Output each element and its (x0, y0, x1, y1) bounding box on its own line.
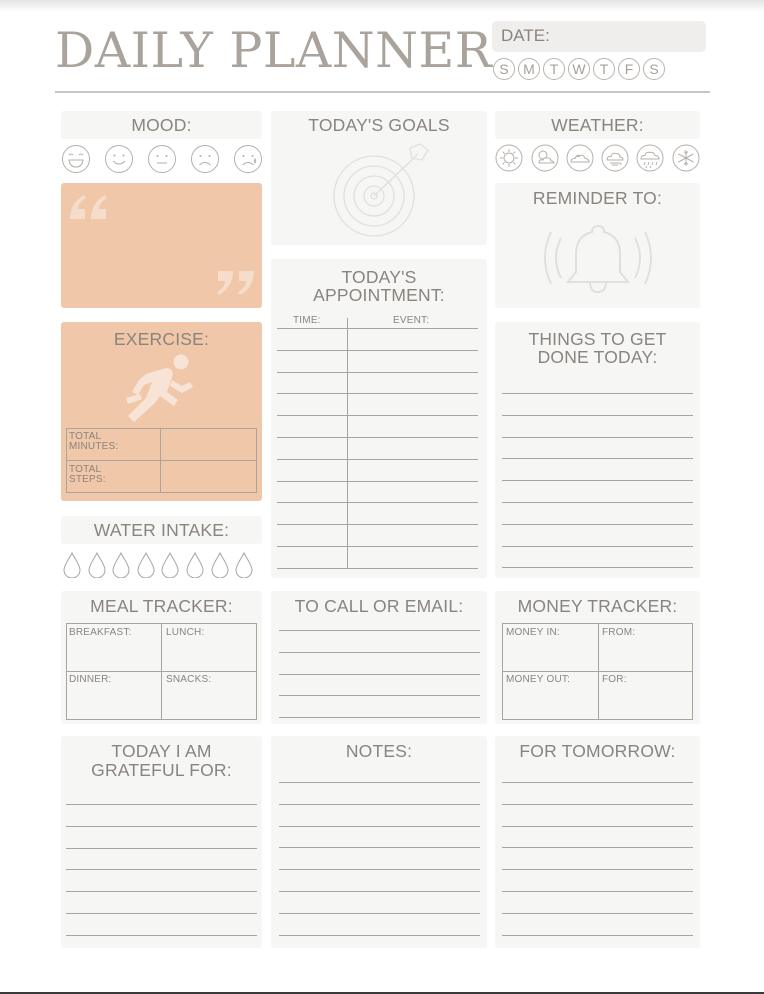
cloudy-icon[interactable] (566, 144, 594, 172)
water-drop-icon[interactable] (211, 552, 229, 578)
water-drop-icon[interactable] (88, 552, 106, 578)
appointment-row-line[interactable] (277, 372, 478, 373)
time-column-header: TIME: (293, 315, 321, 326)
grateful-line[interactable] (66, 848, 257, 849)
grateful-line[interactable] (66, 913, 257, 914)
notes-line[interactable] (279, 935, 480, 936)
notes-line[interactable] (279, 782, 480, 783)
quote-card[interactable] (61, 183, 262, 308)
appointment-row-line[interactable] (277, 415, 478, 416)
call-line[interactable] (279, 674, 480, 675)
day-monday[interactable]: M (518, 58, 540, 80)
target-icon (330, 140, 430, 240)
appointment-row-line[interactable] (277, 328, 478, 329)
things-line[interactable] (502, 458, 693, 459)
total-minutes-label (69, 432, 118, 452)
appointment-row-line[interactable] (277, 437, 478, 438)
snowflake-icon[interactable] (672, 144, 700, 172)
tomorrow-line[interactable] (502, 935, 693, 936)
appointment-row-line[interactable] (277, 546, 478, 547)
water-drop-icon[interactable] (235, 552, 253, 578)
page-title: DAILY PLANNER (55, 22, 493, 79)
day-sunday[interactable]: S (493, 58, 515, 80)
grateful-line[interactable] (66, 869, 257, 870)
tomorrow-card (495, 736, 700, 948)
notes-line[interactable] (279, 891, 480, 892)
notes-card (271, 736, 487, 948)
things-line[interactable] (502, 480, 693, 481)
bell-icon (543, 218, 653, 302)
grateful-line[interactable] (66, 826, 257, 827)
goals-title: TODAY'S GOALS (308, 115, 450, 135)
things-line[interactable] (502, 415, 693, 416)
header-divider (55, 91, 710, 93)
close-quote-icon (213, 267, 257, 299)
things-line[interactable] (502, 437, 693, 438)
money-title: MONEY TRACKER: (517, 596, 678, 616)
appointment-row-line[interactable] (277, 524, 478, 525)
partly-cloudy-icon[interactable] (531, 144, 559, 172)
appointment-title-line2: APPOINTMENT: (313, 285, 445, 305)
neutral-face-icon[interactable] (147, 144, 177, 174)
appointment-row-line[interactable] (277, 481, 478, 482)
breakfast-label: BREAKFAST: (69, 627, 132, 638)
tomorrow-title: FOR TOMORROW: (519, 741, 676, 761)
day-thursday[interactable]: T (593, 58, 615, 80)
things-line[interactable] (502, 393, 693, 394)
things-line[interactable] (502, 502, 693, 503)
grateful-line[interactable] (66, 891, 257, 892)
windy-icon[interactable] (601, 144, 629, 172)
appointment-row-line[interactable] (277, 502, 478, 503)
money-out-label: MONEY OUT: (506, 674, 571, 685)
meal-table-row-divider (66, 671, 257, 672)
crying-face-icon[interactable] (233, 144, 263, 174)
tomorrow-line[interactable] (502, 891, 693, 892)
reminder-title: REMINDER TO: (532, 188, 663, 208)
tomorrow-line[interactable] (502, 869, 693, 870)
total-steps-line2: STEPS: (69, 474, 106, 485)
things-line[interactable] (502, 567, 693, 568)
appointment-row-line[interactable] (277, 350, 478, 351)
notes-line[interactable] (279, 826, 480, 827)
tomorrow-line[interactable] (502, 826, 693, 827)
event-column-header: EVENT: (393, 315, 430, 326)
smiling-face-icon[interactable] (104, 144, 134, 174)
total-steps-input[interactable] (161, 461, 256, 492)
water-drop-icon[interactable] (112, 552, 130, 578)
open-quote-icon (67, 191, 111, 223)
appointment-row-line[interactable] (277, 568, 478, 569)
grateful-title-line2: GRATEFUL FOR: (91, 760, 232, 780)
day-friday[interactable]: F (618, 58, 640, 80)
weather-title: WEATHER: (551, 115, 644, 135)
appointment-row-line[interactable] (277, 459, 478, 460)
grateful-line[interactable] (66, 804, 257, 805)
exercise-title: EXERCISE: (113, 329, 210, 349)
laughing-face-icon[interactable] (61, 144, 91, 174)
grateful-line[interactable] (66, 935, 257, 936)
water-title: WATER INTAKE: (93, 520, 230, 540)
lunch-label: LUNCH: (166, 627, 205, 638)
tomorrow-line[interactable] (502, 847, 693, 848)
total-steps-line1: TOTAL (69, 464, 102, 475)
total-minutes-input[interactable] (161, 429, 256, 460)
date-label: DATE: (501, 26, 550, 45)
call-line[interactable] (279, 717, 480, 718)
water-drop-icon[interactable] (63, 552, 81, 578)
appointment-title-line1: TODAY'S (341, 267, 417, 287)
date-field[interactable] (492, 21, 706, 52)
day-saturday[interactable]: S (643, 58, 665, 80)
total-steps-label (69, 465, 106, 485)
water-drop-icon[interactable] (161, 552, 179, 578)
things-line[interactable] (502, 546, 693, 547)
tomorrow-line[interactable] (502, 913, 693, 914)
notes-line[interactable] (279, 869, 480, 870)
things-title-line1: THINGS TO GET (528, 329, 667, 349)
things-line[interactable] (502, 524, 693, 525)
runner-icon (122, 352, 196, 422)
sad-face-icon[interactable] (190, 144, 220, 174)
call-line[interactable] (279, 695, 480, 696)
call-line[interactable] (279, 630, 480, 631)
from-label: FROM: (602, 627, 636, 638)
day-tuesday[interactable]: T (543, 58, 565, 80)
notes-line[interactable] (279, 847, 480, 848)
top-shade (0, 0, 764, 12)
call-title: TO CALL OR EMAIL: (294, 596, 464, 616)
sun-icon[interactable] (495, 144, 523, 172)
dinner-label: DINNER: (69, 674, 112, 685)
money-table-row-divider (502, 671, 693, 672)
appointment-column-divider (347, 318, 348, 568)
tomorrow-line[interactable] (502, 804, 693, 805)
for-label: FOR: (602, 674, 627, 685)
day-wednesday[interactable]: W (568, 58, 590, 80)
stormy-icon[interactable] (636, 144, 664, 172)
total-minutes-line1: TOTAL (69, 431, 102, 442)
total-minutes-line2: MINUTES: (69, 441, 119, 452)
appointment-card (271, 259, 487, 578)
things-title-line2: DONE TODAY: (537, 347, 658, 367)
appointment-row-line[interactable] (277, 393, 478, 394)
money-in-label: MONEY IN: (506, 627, 560, 638)
mood-title: MOOD: (131, 115, 192, 135)
day-selector (493, 58, 665, 80)
notes-line[interactable] (279, 804, 480, 805)
snacks-label: SNACKS: (166, 674, 212, 685)
grateful-title-line1: TODAY I AM (111, 741, 212, 761)
water-drop-icon[interactable] (137, 552, 155, 578)
call-line[interactable] (279, 652, 480, 653)
notes-title: NOTES: (345, 741, 413, 761)
tomorrow-line[interactable] (502, 782, 693, 783)
meal-title: MEAL TRACKER: (90, 596, 233, 616)
water-drop-icon[interactable] (186, 552, 204, 578)
notes-line[interactable] (279, 913, 480, 914)
